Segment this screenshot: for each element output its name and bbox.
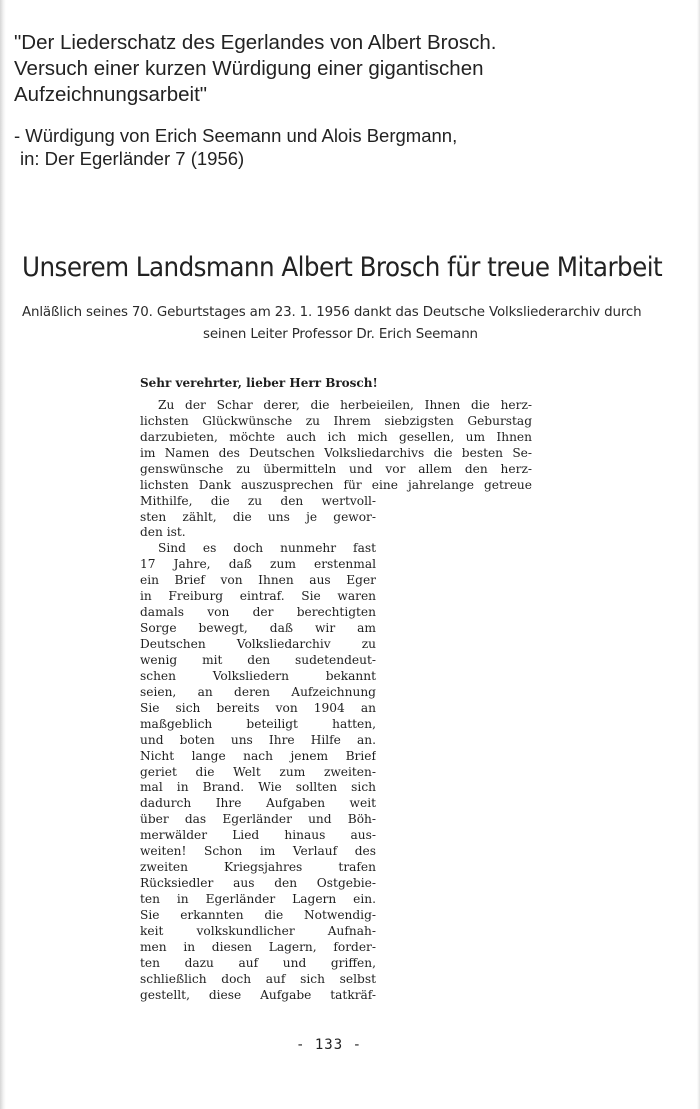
letter-line: keit volkskundlicher Aufnah- [140,923,376,938]
letter-line: sten zählt, die uns je gewor- [140,509,376,524]
letter-line: zweiten Kriegsjahres trafen [140,860,376,875]
letter-line: wenig mit den sudetendeut- [140,652,376,667]
letter-line: seien, an deren Aufzeichnung [140,684,376,699]
letter-line: Sind es doch nunmehr fast [158,541,376,556]
header-credit-line: - Würdigung von Erich Seemann und Alois Bergmann, [14,125,458,146]
letter-line: lichsten Glückwünsche zu Ihrem siebzigsten Geburstag [140,413,532,428]
letter-line: merwälder Lied hinaus aus- [140,828,376,843]
letter-salutation: Sehr verehrter, lieber Herr Brosch! [140,376,378,390]
letter-line: 17 Jahre, daß zum erstenmal [140,557,376,572]
letter-line: in Freiburg eintraf. Sie waren [140,589,376,604]
letter-line: men in diesen Lagern, forder- [140,939,376,954]
letter-line: ten dazu auf und griffen, [140,955,376,970]
letter-line: schen Volksliedern bekannt [140,668,376,683]
letter-line: ein Brief von Ihnen aus Eger [140,573,376,588]
article-subheadline [22,302,700,346]
letter-line: den ist. [140,525,186,540]
letter-line: geriet die Welt zum zweiten- [140,764,376,779]
letter-line: im Namen des Deutschen Volksliedarchivs die besten Se- [140,445,532,460]
header-title-line: Aufzeichnungsarbeit" [14,83,208,106]
letter-line: und boten uns Ihre Hilfe an. [140,732,376,747]
letter-line: maßgeblich beteiligt hatten, [140,716,376,731]
letter-line: Mithilfe, die zu den wertvoll- [140,493,376,508]
letter-line: ten in Egerländer Lagern ein. [140,892,376,907]
letter-line: Sorge bewegt, daß wir am [140,621,376,636]
letter-line: damals von der berechtigten [140,605,376,620]
letter-line: lichsten Dank auszusprechen für eine jahrelange getreue [140,477,532,492]
header-title-line: Versuch einer kurzen Würdigung einer gigantischen [14,57,484,80]
letter-line: schließlich doch auf sich selbst [140,971,376,986]
letter-line: über das Egerländer und Böh- [140,812,376,827]
letter-line: Rücksiedler aus den Ostgebie- [140,876,376,891]
letter-line: weiten! Schon im Verlauf des [140,844,376,859]
article-subheadline-line: Anläßlich seines 70. Geburtstages am 23. 1. 1956 dankt das Deutsche Volksliederarchiv durch [22,305,642,320]
letter-body [140,376,540,1004]
page-binding-shadow [0,0,6,1109]
header-title-line: "Der Liederschatz des Egerlandes von Albert Brosch. [14,31,497,54]
header-credit-line: in: Der Egerländer 7 (1956) [20,148,245,169]
header-title [14,30,654,108]
letter-line: Sie sich bereits von 1904 an [140,700,376,715]
letter-line: Nicht lange nach jenem Brief [140,748,376,763]
letter-line: genswünsche zu übermitteln und vor allem den herz- [140,461,532,476]
article-headline: Unserem Landsmann Albert Brosch für treue Mitarbeit [22,252,663,283]
page-number: - 133 - [296,1037,363,1053]
letter-line: dadurch Ihre Aufgaben weit [140,796,376,811]
article-subheadline-line: seinen Leiter Professor Dr. Erich Seemann [203,327,478,342]
letter-line: Deutschen Volksliedarchiv zu [140,637,376,652]
letter-line: gestellt, diese Aufgabe tatkräf- [140,987,376,1002]
header-credit [14,124,654,170]
header-block [14,30,654,170]
letter-line: Zu der Schar derer, die herbeieilen, Ihnen die herz- [158,397,532,412]
letter-line: darzubieten, möchte auch ich mich gesellen, um Ihnen [140,429,532,444]
letter-line: mal in Brand. Wie sollten sich [140,780,376,795]
letter-line: Sie erkannten die Notwendig- [140,907,376,922]
